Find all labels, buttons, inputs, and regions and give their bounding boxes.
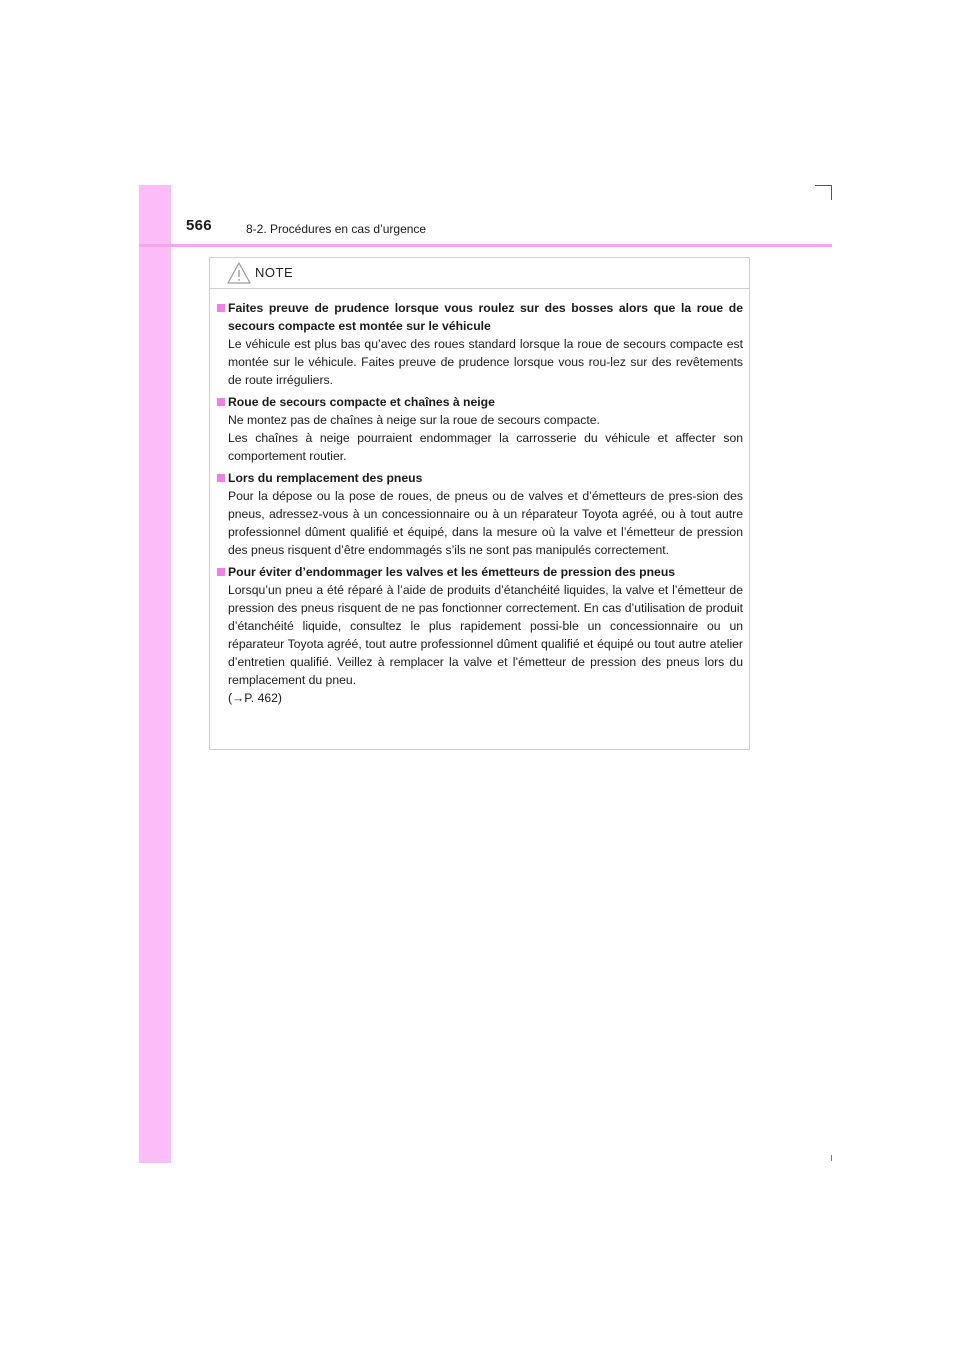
square-bullet-icon	[217, 304, 228, 312]
page-number: 566	[186, 217, 212, 234]
note-item	[217, 469, 743, 559]
note-box	[209, 257, 750, 750]
note-item-text	[228, 487, 743, 559]
note-item	[217, 393, 743, 465]
section-title: 8-2. Procédures en cas d’urgence	[246, 222, 427, 236]
note-item	[217, 563, 743, 707]
note-paragraph: Pour la dépose ou la pose de roues, de pneus ou de valves et d’émetteurs de pres-sion des pneus, adressez-vous à un concessionnaire ou à un réparateur Toyota agréé, ou à tout autre professionnel dûment qualifié et équipé, dans la mesure où la valve et l’émetteur de pression des pneus risquent d’être endommagés s’ils ne sont pas manipulés correctement.	[228, 489, 743, 557]
note-paragraph: Ne montez pas de chaînes à neige sur la roue de secours compacte.	[228, 413, 600, 427]
square-bullet-icon	[217, 568, 228, 576]
note-item-heading	[217, 469, 743, 487]
note-item-title: Faites preuve de prudence lorsque vous roulez sur des bosses alors que la roue de secours compacte est montée sur le véhicule	[228, 301, 743, 333]
note-item-heading	[217, 393, 743, 411]
note-item-text	[228, 335, 743, 389]
note-item-title: Pour éviter d’endommager les valves et les émetteurs de pression des pneus	[228, 565, 676, 579]
note-item-heading	[217, 299, 743, 335]
chapter-side-bar	[139, 185, 171, 1163]
note-item-heading	[217, 563, 743, 581]
note-body	[217, 299, 743, 711]
note-paragraph: Les chaînes à neige pourraient endommager la carrosserie du véhicule et affecter son comportement routier.	[228, 431, 743, 463]
note-paragraph: Lorsqu’un pneu a été réparé à l’aide de produits d’étanchéité liquides, la valve et l’émetteur de pression des pneus risquent de ne pas fonctionner correctement. En cas d’utilisation de produit d’étanchéité liquide, consultez le plus rapidement possi-ble un concessionnaire ou un réparateur Toyota agréé, tout autre professionnel dûment qualifié et équipé ou tout autre atelier d’entretien qualifié. Veillez à remplacer la valve et l’émetteur de pression des pneus lors du remplacement du pneu.	[228, 583, 743, 687]
note-header	[210, 258, 749, 289]
crop-mark-bottom-right	[831, 1155, 832, 1161]
note-item-title: Roue de secours compacte et chaînes à neige	[228, 395, 495, 409]
crop-mark-top-right	[815, 185, 831, 186]
note-paragraph: Le véhicule est plus bas qu’avec des roues standard lorsque la roue de secours compacte est montée sur le véhicule. Faites preuve de prudence lorsque vous rou-lez sur des revêtements de route irréguliers.	[228, 337, 743, 387]
square-bullet-icon	[217, 398, 228, 406]
crop-mark-top-right-vertical	[831, 185, 832, 200]
note-label: NOTE	[255, 265, 294, 280]
note-item-text	[228, 581, 743, 707]
header-rule	[139, 244, 832, 247]
square-bullet-icon	[217, 474, 228, 482]
page-reference: (→P. 462)	[228, 691, 282, 705]
note-item-title: Lors du remplacement des pneus	[228, 471, 423, 485]
warning-triangle-icon	[226, 261, 252, 285]
note-item	[217, 299, 743, 389]
note-item-text	[228, 411, 743, 465]
